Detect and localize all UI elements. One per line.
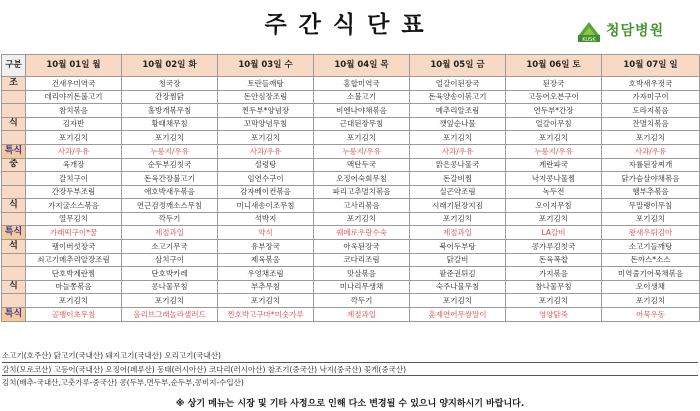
- menu-cell: 낙지콩나물찜: [506, 172, 602, 186]
- menu-cell: 포기김치: [218, 131, 314, 145]
- menu-cell: 토란들깨탕: [218, 77, 314, 91]
- menu-cell: 돈안심장조림: [218, 90, 314, 104]
- meal-side-label: [2, 131, 26, 145]
- menu-cell: 돈갈비찜: [410, 172, 506, 186]
- special-cell: 영양닭죽: [506, 307, 602, 321]
- menu-cell: 코다리조림: [314, 253, 410, 267]
- meal-row: [2, 240, 700, 254]
- special-cell: 훈제연어무쌈말이: [410, 307, 506, 321]
- menu-cell: 제육볶음: [218, 253, 314, 267]
- menu-cell: 실곤약조림: [410, 185, 506, 199]
- menu-cell: 오이생채: [602, 280, 700, 294]
- menu-cell: 포기김치: [314, 212, 410, 226]
- menu-cell: 김자반: [26, 117, 122, 131]
- menu-cell: 북어두부탕: [410, 240, 506, 254]
- menu-cell: 햄부추볶음: [602, 185, 700, 199]
- special-cell: 계절과일: [314, 307, 410, 321]
- menu-cell: 청국장: [122, 77, 218, 91]
- special-cell: 어묵우동: [602, 307, 700, 321]
- menu-cell: 포기김치: [218, 294, 314, 308]
- menu-cell: 소불고기: [314, 90, 410, 104]
- hospital-logo: [576, 18, 696, 46]
- meal-row: [2, 294, 700, 308]
- menu-cell: 포기김치: [122, 131, 218, 145]
- special-cell: 왕새우튀김아: [602, 226, 700, 240]
- menu-cell: 육개장: [26, 158, 122, 172]
- menu-cell: 열무김치: [26, 212, 122, 226]
- menu-cell: 오징어숙회무침: [314, 172, 410, 186]
- menu-cell: 쇠고기메추리알장조림: [26, 253, 122, 267]
- menu-cell: 무말랭이무침: [602, 199, 700, 213]
- menu-cell: 꼬막양념무침: [218, 117, 314, 131]
- menu-cell: 포기김치: [410, 294, 506, 308]
- menu-cell: 파리고추멸치볶음: [314, 185, 410, 199]
- meal-side-label: 식: [2, 280, 26, 294]
- menu-cell: 계란파국: [506, 158, 602, 172]
- special-row: [2, 144, 700, 158]
- origin-meat: 소고기(호주산) 닭고기(국내산) 돼지고기(국내산) 오리고기(국내산): [2, 351, 221, 360]
- meal-side-label: [2, 267, 26, 281]
- menu-cell: 메추리알조림: [410, 104, 506, 118]
- special-cell: 사과/우유: [218, 144, 314, 158]
- special-cell: 사과/우유: [410, 144, 506, 158]
- menu-cell: 포기김치: [602, 294, 700, 308]
- menu-cell: 참치볶음: [26, 104, 122, 118]
- menu-cell: 돈육간장불고기: [122, 172, 218, 186]
- menu-cell: 팽이버섯장국: [26, 240, 122, 254]
- menu-change-notice: ※ 상기 메뉴는 시장 및 기타 사정으로 인해 다소 변경될 수 있으니 양지하시기 바랍니다.: [175, 399, 525, 409]
- menu-cell: 콩가루김칫국: [506, 240, 602, 254]
- menu-cell: 소고기들깨탕: [602, 240, 700, 254]
- menu-cell: 호박새우젓국: [602, 77, 700, 91]
- menu-cell: 석박지: [218, 212, 314, 226]
- meal-row: [2, 212, 700, 226]
- origin-seafood: 갈치(모로코산) 고등어(국내산) 오징어(페루산) 동태(러시아산) 코다리(러시아산) 참조기(중국산) 낙지(중국산) 꽃게(중국산): [2, 362, 698, 375]
- header-day: 10월 03일 수: [218, 55, 314, 77]
- special-cell: 약식: [218, 226, 314, 240]
- menu-cell: 얼갈이무침: [506, 117, 602, 131]
- menu-cell: 콩나물무침: [122, 280, 218, 294]
- meal-side-label: 조: [2, 77, 26, 91]
- header-day: 10월 05일 금: [410, 55, 506, 77]
- special-cell: 계절과일: [410, 226, 506, 240]
- meal-side-label: [2, 185, 26, 199]
- menu-cell: 포기김치: [26, 131, 122, 145]
- menu-cell: 닭가슴살야채볶음: [602, 172, 700, 186]
- menu-cell: 황태채무침: [122, 117, 218, 131]
- menu-cell: 단호박카레: [122, 267, 218, 281]
- meal-side-label: 식: [2, 199, 26, 213]
- menu-cell: 닭갈비: [410, 253, 506, 267]
- menu-cell: 팥준권튀김: [410, 267, 506, 281]
- menu-cell: 된장국: [506, 77, 602, 91]
- special-label: 특식: [2, 226, 26, 240]
- menu-cell: 포기김치: [410, 212, 506, 226]
- menu-cell: 유부장국: [218, 240, 314, 254]
- special-label: 특식: [2, 307, 26, 321]
- special-cell: LA갈비: [506, 226, 602, 240]
- menu-cell: 가지볶음: [506, 267, 602, 281]
- special-cell: 사과/우유: [602, 144, 700, 158]
- logo-caption: KUSK: [582, 37, 596, 43]
- menu-cell: 갈치구이: [26, 172, 122, 186]
- menu-cell: 도라지볶음: [602, 104, 700, 118]
- special-cell: 누룽지/우유: [314, 144, 410, 158]
- meal-row: [2, 77, 700, 91]
- header-day: 10월 04일 목: [314, 55, 410, 77]
- meal-row: [2, 267, 700, 281]
- menu-cell: 돈육양송이볶고기: [410, 90, 506, 104]
- menu-cell: 포기김치: [506, 294, 602, 308]
- menu-cell: 홍합미역국: [314, 77, 410, 91]
- hospital-emblem-icon: [576, 18, 602, 44]
- meal-row: [2, 117, 700, 131]
- menu-cell: 맑은콩나물국: [410, 158, 506, 172]
- menu-cell: 애호박새우볶음: [122, 185, 218, 199]
- menu-cell: 근대된장무침: [314, 117, 410, 131]
- special-cell: 계절과일: [122, 226, 218, 240]
- menu-cell: 미역줄기어묵채볶음: [602, 267, 700, 281]
- menu-cell: 아욱된장국: [314, 240, 410, 254]
- special-label: 특식: [2, 144, 26, 158]
- menu-cell: 건새우미역국: [26, 77, 122, 91]
- menu-cell: 녹두전: [506, 185, 602, 199]
- special-cell: 사과/우유: [26, 144, 122, 158]
- menu-cell: 간장찜닭: [122, 90, 218, 104]
- menu-cell: 고사리볶음: [314, 199, 410, 213]
- menu-cell: 돈육폭찹: [506, 253, 602, 267]
- menu-cell: 포기김치: [314, 131, 410, 145]
- menu-cell: 미니새송이조무침: [218, 199, 314, 213]
- header-day: 10월 06일 토: [506, 55, 602, 77]
- menu-cell: 우엉채조림: [218, 267, 314, 281]
- menu-cell: 순두부김칫국: [122, 158, 218, 172]
- special-cell: 찐호박고구마*미숫가루: [218, 307, 314, 321]
- special-cell: 가래떡구이*꿀: [26, 226, 122, 240]
- meal-row: [2, 131, 700, 145]
- menu-cell: 자률된장찌개: [602, 158, 700, 172]
- menu-cell: 포기김치: [602, 212, 700, 226]
- menu-cell: 감자베이컨볶음: [218, 185, 314, 199]
- menu-cell: 가지굴소스볶음: [26, 199, 122, 213]
- menu-cell: 돈까스*소스: [602, 253, 700, 267]
- origin-kimchi-bean: 김치(배추-국내산,고춧가루-중국산) 콩(두부,면두부,순두부,콩비지-수입산): [2, 375, 698, 388]
- menu-cell: 포기김치: [602, 131, 700, 145]
- meal-row: [2, 90, 700, 104]
- special-row: [2, 307, 700, 321]
- meal-side-label: [2, 253, 26, 267]
- special-cell: 누룽지/우유: [122, 144, 218, 158]
- special-row: [2, 226, 700, 240]
- meal-row: [2, 104, 700, 118]
- menu-cell: 포기김치: [122, 294, 218, 308]
- menu-cell: 깍두기: [314, 294, 410, 308]
- menu-cell: 간장두부조림: [26, 185, 122, 199]
- meal-row: [2, 280, 700, 294]
- meal-side-label: [2, 90, 26, 104]
- special-cell: 누룽지/우유: [506, 144, 602, 158]
- menu-cell: 시래기된장지짐: [410, 199, 506, 213]
- header-gubun: 구분: [2, 55, 26, 77]
- menu-cell: 참나물무침: [506, 280, 602, 294]
- menu-cell: 맥탄두국: [314, 158, 410, 172]
- menu-cell: 삼치구이: [122, 253, 218, 267]
- meal-row: [2, 199, 700, 213]
- menu-cell: 찐두부*양념장: [218, 104, 314, 118]
- menu-cell: 얼갈이된장국: [410, 77, 506, 91]
- menu-cell: 부추무침: [218, 280, 314, 294]
- menu-cell: 연근검정깨소스무침: [122, 199, 218, 213]
- meal-row: [2, 253, 700, 267]
- menu-cell: 단호박계란찜: [26, 267, 122, 281]
- menu-cell: 가자미구이: [602, 90, 700, 104]
- menu-cell: 잔멸치볶음: [602, 117, 700, 131]
- header-day: 10월 07일 일: [602, 55, 700, 77]
- menu-cell: 포기김치: [506, 212, 602, 226]
- meal-side-label: [2, 212, 26, 226]
- weekly-menu-table: [1, 54, 700, 322]
- header-row: [2, 55, 700, 77]
- meal-side-label: 식: [2, 117, 26, 131]
- menu-cell: 소고기무국: [122, 240, 218, 254]
- header-day: 10월 02일 화: [122, 55, 218, 77]
- meal-side-label: 중: [2, 158, 26, 172]
- special-cell: 꿰페로우랑수숙: [314, 226, 410, 240]
- origin-info: [2, 349, 698, 388]
- menu-cell: 데리야끼돈불고기: [26, 90, 122, 104]
- meal-side-label: [2, 172, 26, 186]
- menu-cell: 마늘쫑볶음: [26, 280, 122, 294]
- hospital-name: 청담병원: [606, 23, 665, 39]
- meal-side-label: 석: [2, 240, 26, 254]
- menu-cell: 맛살볶음: [314, 267, 410, 281]
- menu-cell: 비엔나야채볶음: [314, 104, 410, 118]
- menu-cell: 오이지무침: [506, 199, 602, 213]
- meal-row: [2, 185, 700, 199]
- special-cell: 올리브그래놀라샐러드: [122, 307, 218, 321]
- menu-cell: 포기김치: [506, 131, 602, 145]
- menu-cell: 임연수구이: [218, 172, 314, 186]
- menu-cell: 포기김치: [410, 131, 506, 145]
- menu-cell: 숙주나물무침: [410, 280, 506, 294]
- meal-side-label: [2, 104, 26, 118]
- page-title: 주간식단표: [264, 12, 436, 38]
- menu-cell: 미나리무생채: [314, 280, 410, 294]
- meal-row: [2, 172, 700, 186]
- menu-cell: 연두부*간장: [506, 104, 602, 118]
- menu-cell: 홀방개볶무침: [122, 104, 218, 118]
- menu-body: [2, 77, 700, 322]
- special-cell: 골뱅이초무침: [26, 307, 122, 321]
- meal-side-label: [2, 294, 26, 308]
- meal-row: [2, 158, 700, 172]
- header-day: 10월 01일 월: [26, 55, 122, 77]
- menu-cell: 고등어오븐구이: [506, 90, 602, 104]
- menu-cell: 설렁탕: [218, 158, 314, 172]
- menu-cell: 깻잎순나물: [410, 117, 506, 131]
- menu-cell: 깍두기: [122, 212, 218, 226]
- menu-cell: 포기김치: [26, 294, 122, 308]
